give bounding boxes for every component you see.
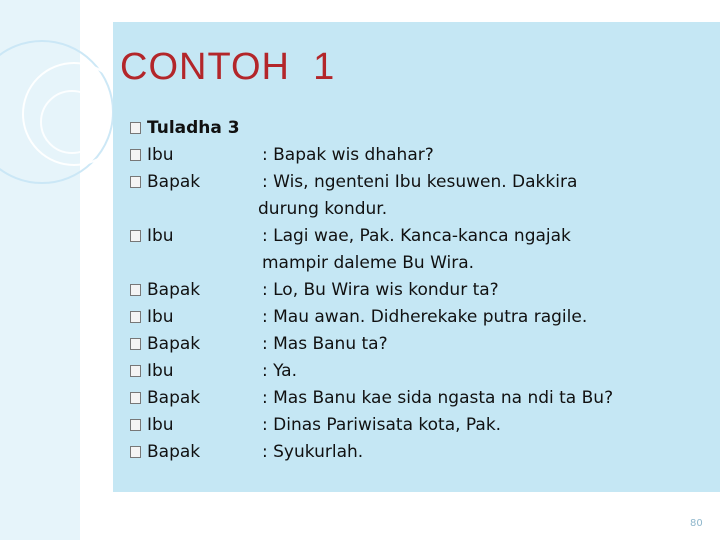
speaker-label xyxy=(130,334,200,354)
speaker-name: Bapak xyxy=(147,388,201,408)
bullet-icon xyxy=(130,230,141,242)
page-number: 80 xyxy=(690,518,703,529)
bullet-icon xyxy=(130,284,141,296)
heading-text: Tuladha 3 xyxy=(147,118,240,138)
speaker-label xyxy=(130,226,174,246)
speaker-label xyxy=(130,388,200,408)
speaker-label xyxy=(130,172,200,192)
speaker-name: Bapak xyxy=(147,172,201,192)
slide-title: CONTOH 1 xyxy=(120,46,336,88)
utterance-line: : Wis, ngenteni Ibu kesuwen. Dakkira xyxy=(262,172,578,192)
speaker-label xyxy=(130,415,174,435)
speaker-label xyxy=(130,361,174,381)
speaker-name: Ibu xyxy=(147,145,174,165)
speaker-label xyxy=(130,145,174,165)
bullet-icon xyxy=(130,365,141,377)
utterance-line: : Bapak wis dhahar? xyxy=(262,145,434,165)
speaker-name: Ibu xyxy=(147,307,174,327)
bullet-icon xyxy=(130,446,141,458)
bullet-icon xyxy=(130,149,141,161)
speaker-name: Bapak xyxy=(147,334,201,354)
speaker-label xyxy=(130,307,174,327)
utterance-line: : Mau awan. Didherekake putra ragile. xyxy=(262,307,588,327)
bullet-icon xyxy=(130,392,141,404)
utterance-line: : Lagi wae, Pak. Kanca-kanca ngajak xyxy=(262,226,571,246)
utterance-line: : Ya. xyxy=(262,361,297,381)
utterance-line: mampir daleme Bu Wira. xyxy=(262,253,475,273)
utterance-line: : Dinas Pariwisata kota, Pak. xyxy=(262,415,502,435)
bullet-icon xyxy=(130,122,141,134)
speaker-name: Ibu xyxy=(147,226,174,246)
bullet-icon xyxy=(130,419,141,431)
dialogue-heading xyxy=(130,118,240,138)
utterance-line: : Lo, Bu Wira wis kondur ta? xyxy=(262,280,499,300)
speaker-label xyxy=(130,442,200,462)
bullet-icon xyxy=(130,311,141,323)
speaker-name: Bapak xyxy=(147,442,201,462)
utterance-line: : Syukurlah. xyxy=(262,442,364,462)
speaker-label xyxy=(130,280,200,300)
bullet-icon xyxy=(130,176,141,188)
speaker-name: Bapak xyxy=(147,280,201,300)
utterance-line: : Mas Banu kae sida ngasta na ndi ta Bu? xyxy=(262,388,614,408)
speaker-name: Ibu xyxy=(147,361,174,381)
utterance-line: : Mas Banu ta? xyxy=(262,334,388,354)
speaker-name: Ibu xyxy=(147,415,174,435)
utterance-line: durung kondur. xyxy=(258,199,388,219)
bullet-icon xyxy=(130,338,141,350)
